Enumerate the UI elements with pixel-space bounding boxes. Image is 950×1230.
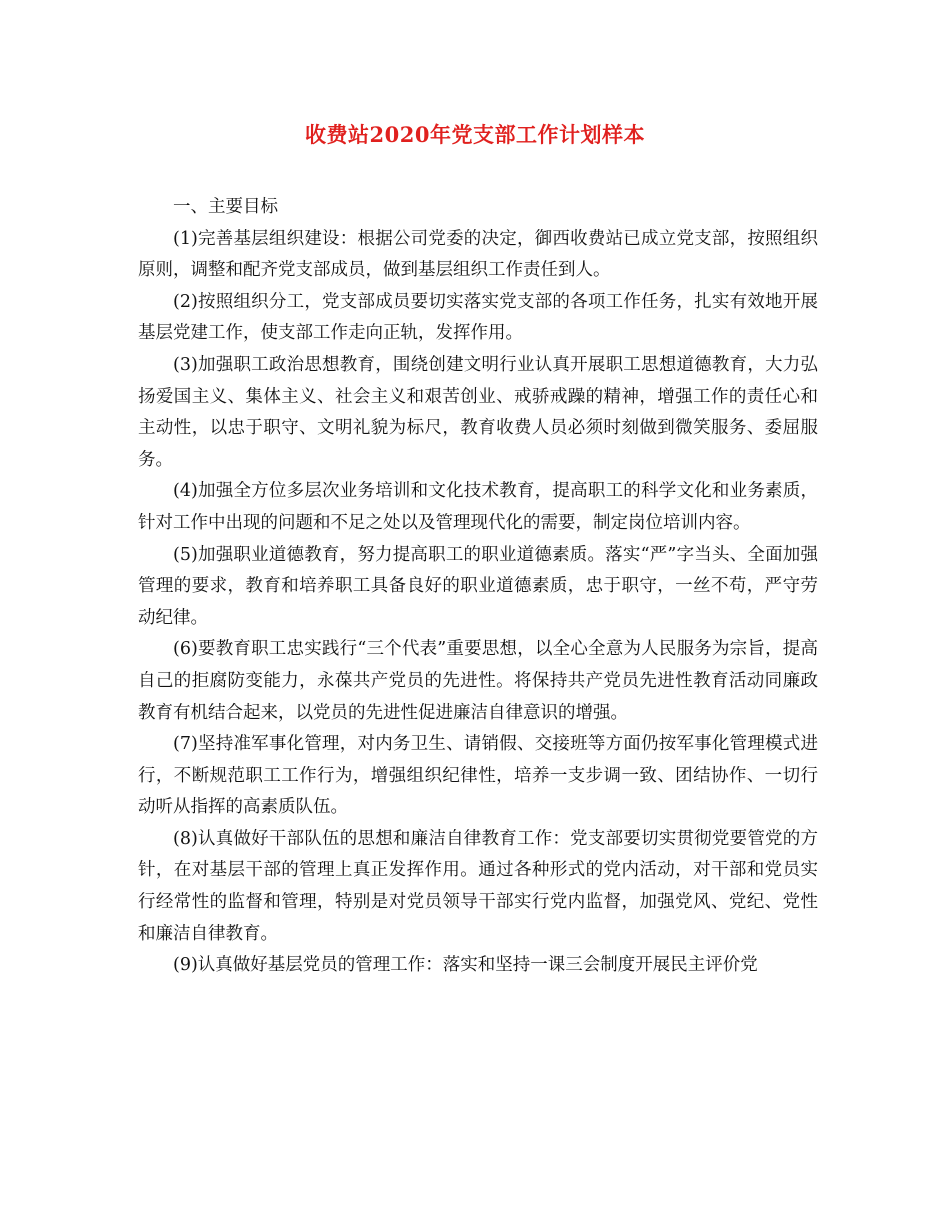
section-heading: 一、主要目标 [173, 197, 278, 217]
paragraph-1: (1)完善基层组织建设：根据公司党委的决定，御西收费站已成立党支部，按照组织原则，调整和配齐党支部成员，做到基层组织工作责任到人。 [138, 228, 818, 281]
paragraph-3: (3)加强职工政治思想教育，围绕创建文明行业认真开展职工思想道德教育，大力弘扬爱国主义、集体主义、社会主义和艰苦创业、戒骄戒躁的精神，增强工作的责任心和主动性，以忠于职守、文明礼貌为标尺，教育收费人员必须时刻做到微笑服务、委屈服务。 [138, 354, 818, 470]
document-body [138, 192, 818, 982]
paragraph-7: (7)坚持准军事化管理，对内务卫生、请销假、交接班等方面仍按军事化管理模式进行，不断规范职工工作行为，增强组织纪律性，培养一支步调一致、团结协作、一切行动听从指挥的高素质队伍。 [138, 734, 818, 818]
paragraph-4: (4)加强全方位多层次业务培训和文化技术教育，提高职工的科学文化和业务素质，针对工作中出现的问题和不足之处以及管理现代化的需要，制定岗位培训内容。 [138, 481, 818, 533]
document-title: 收费站2020年党支部工作计划样本 [305, 122, 645, 147]
paragraph-6: (6)要教育职工忠实践行“三个代表”重要思想，以全心全意为人民服务为宗旨，提高自己的拒腐防变能力，永葆共产党员的先进性。将保持共产党员先进性教育活动同廉政教育有机结合起来，以党员的先进性促进廉洁自律意识的增强。 [138, 639, 818, 723]
paragraph-2: (2)按照组织分工，党支部成员要切实落实党支部的各项工作任务，扎实有效地开展基层党建工作，使支部工作走向正轨，发挥作用。 [138, 291, 818, 344]
paragraph-8: (8)认真做好干部队伍的思想和廉洁自律教育工作：党支部要切实贯彻党要管党的方针，在对基层干部的管理上真正发挥作用。通过各种形式的党内活动，对干部和党员实行经常性的监督和管理，特别是对党员领导干部实行党内监督，加强党风、党纪、党性和廉洁自律教育。 [138, 828, 818, 944]
paragraph-9: (9)认真做好基层党员的管理工作：落实和坚持一课三会制度开展民主评价党 [173, 955, 758, 976]
paragraph-5: (5)加强职业道德教育，努力提高职工的职业道德素质。落实“严”字当头、全面加强管理的要求，教育和培养职工具备良好的职业道德素质，忠于职守，一丝不苟，严守劳动纪律。 [138, 544, 818, 628]
